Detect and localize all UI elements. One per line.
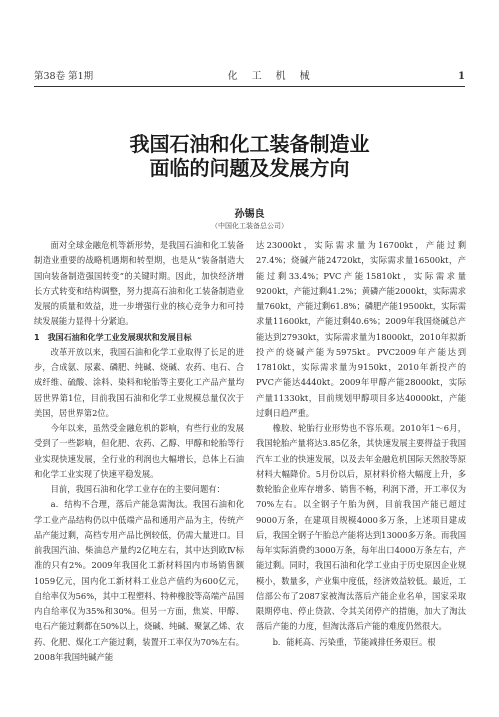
page-number: 1 (458, 71, 465, 82)
paragraph: 达23000kt，实际需求量为16700kt，产能过剩27.4%；烧碱产能24720kt，实际需求量16500kt，产能过剩33.4%；PVC产能15810kt，实际需求量9200kt，产能过剩41.2%；黄磷产能2000kt，实际需求量760kt，产能过剩61.8%；磷肥产能19500kt，实际需求量11600kt，产能过剩40.6%；2009年我国烧碱总产能达到27930kt，实际需求量为18000kt，2010年拟新投产的烧碱产能为5975kt。PVC2009年产能达到17810kt，实际需求量为9150kt，2010年新投产的PVC产能达4440kt。2009年甲醇产能28000kt，实际产量11330kt，目前规划甲醇项目多达40000kt，产能过剩日趋严重。 (256, 240, 466, 418)
header-rule (34, 86, 465, 87)
paragraph: 目前，我国石油和化学工业存在的主要问题有： (50, 484, 225, 494)
author-name: 孙锡良 (234, 209, 265, 220)
author-affiliation: （中国化工装备总公司） (211, 222, 288, 230)
paragraph: 面对全球金融危机等新形势，是我国石油和化工装备制造业重要的战略机遇期和转型期，也是从“装备制造大国向装备制造强国转变”的关键时期。因此，加快经济增长方式转变和结构调整，努力提高石油和化工装备制造业发展的质量和效益，进一步增强行业的核心竞争力和可持续发展能力显得十分紧迫。 (34, 240, 244, 327)
volume-issue: 第38卷 第1期 (34, 71, 94, 82)
article-title (0, 132, 499, 180)
section-heading: 1 我国石油和化学工业发展现状和发展目标 (34, 332, 192, 342)
running-header (34, 62, 465, 82)
title-line-1: 我国石油和化工装备制造业 (129, 132, 370, 156)
left-column (34, 238, 244, 665)
paragraph: 改革开放以来，我国石油和化学工业取得了长足的进步，合成氨、尿素、磷肥、纯碱、烧碱、农药、电石、合成纤维、硫酸、涂料、染料和轮胎等主要化工产品产量均居世界第1位，目前我国石油和化学工业规模总量仅次于美国，居世界第2位。 (34, 346, 244, 418)
paragraph: b．能耗高、污染重，节能减排任务艰巨。根 (272, 636, 436, 647)
paragraph: 今年以来，虽然受金融危机的影响，有些行业的发展受到了一些影响，但化肥、农药、乙醇、甲醇和轮胎等行业实现快速发展，全行业的利润也大幅增长，总体上石油和化学工业实现了快速平稳发展。 (34, 423, 244, 479)
title-line-2: 面临的问题及发展方向 (149, 156, 350, 180)
journal-name: 化工机械 (227, 71, 324, 82)
right-column (256, 238, 466, 650)
paragraph: a．结构不合理，落后产能急需淘汰。我国石油和化学工业产品结构仍以中低端产品和通用产品为主，传统产品产能过剩，高档专用产品比例较低，仍需大量进口。目前我国汽油、柴油总产量约2亿吨左右，其中达到欧Ⅳ标准的只有2%。2009年我国化工新材料国内市场销售额1059亿元，国内化工新材料工业总产值约为600亿元，自给率仅为56%，其中工程塑料、特种橡胶等高端产品国内自给率仅为35%和30%。但另一方面，焦炭、甲醇、电石产能过剩都在50%以上，烧碱、纯碱、聚氯乙烯、农药、化肥、煤化工产能过剩，装置开工率仅为70%左右。2008年我国纯碱产能 (34, 499, 244, 662)
paragraph: 橡胶、轮胎行业形势也不容乐观。2010年1～6月，我国轮胎产量将达3.85亿条，其快速发展主要得益于我国汽车工业的快速发展，以及去年金融危机国际天然胶等原材料大幅降价。5月份以后，原材料价格大幅度上升，多数轮胎企业库存增多、销售不畅，利润下滑，开工率仅为70%左右。以全钢子午胎为例，目前我国产能已超过9000万条，在建项目规模4000多万条，上述项目建成后，我国全钢子午胎总产能将达到13000多万条。而我国每年实际消费约3000万条，每年出口4000万条左右，产能过剩。同时，我国石油和化学工业由于历史原因企业规模小，数量多，产业集中度低，经济效益较低。最近，工信部公布了2087家被淘汰落后产能企业名单，国家采取限期停电、停止贷款、令其关闭停产的措施，加大了淘汰落后产能的力度，但淘汰落后产能的难度仍然很大。 (256, 423, 466, 632)
